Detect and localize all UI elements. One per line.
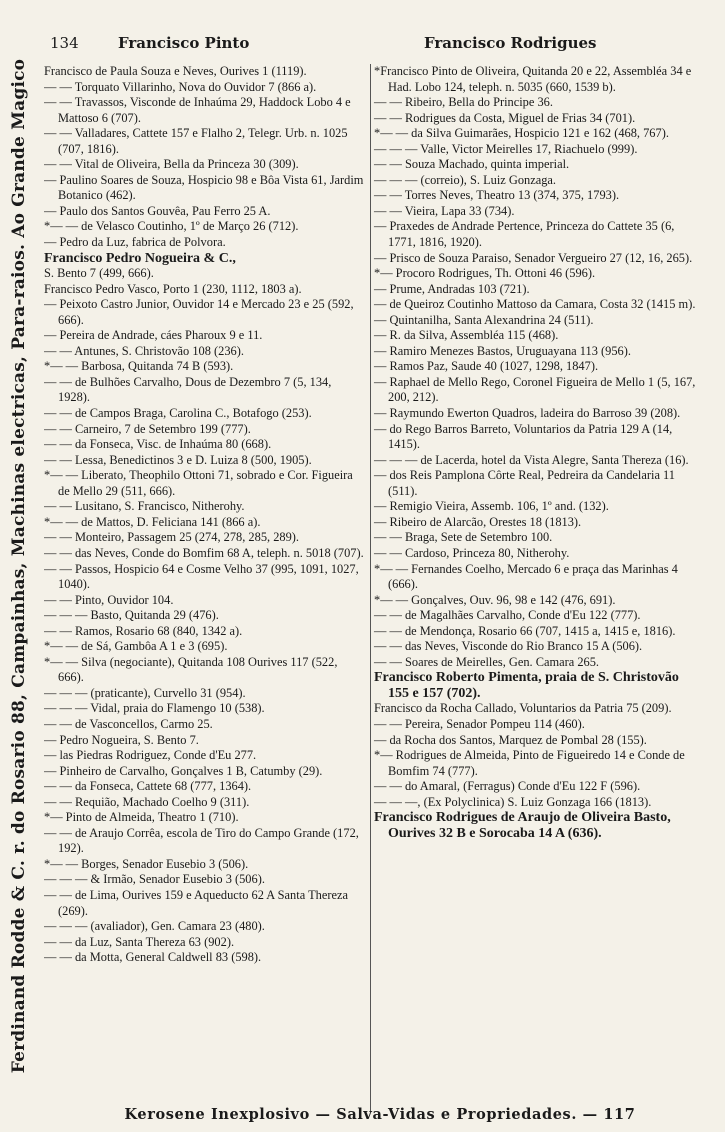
directory-entry: — Ribeiro de Alarcão, Orestes 18 (1813). — [374, 514, 582, 529]
directory-entry: — — Monteiro, Passagem 25 (274, 278, 285, 289). — [44, 530, 300, 545]
right-column — [370, 64, 696, 1112]
directory-entry: *— — Barbosa, Quitanda 74 B (593). — [44, 359, 234, 374]
directory-entry: *— — Fernandes Coelho, Mercado 6 e praça das Marinhas 4 (666). — [374, 561, 678, 592]
directory-entry: — — Valladares, Cattete 157 e Flalho 2, Telegr. Urb. n. 1025 (707, 1816). — [44, 126, 348, 156]
side-advertisement-text: Ferdinand Rodde & C. r. do Rosario 88, Campainhas, Machinas electricas, Para-raios. Ao Grande Magico — [9, 58, 30, 1074]
directory-entry: *Francisco Pinto de Oliveira, Quitanda 20 e 22, Assembléa 34 e Had. Lobo 124, teleph. n. 5035 (660, 1539 b). — [374, 64, 692, 94]
directory-entry: — — Cardoso, Princeza 80, Nitherohy. — [374, 545, 570, 560]
directory-entry: — Paulino Soares de Souza, Hospicio 98 e Bôa Vista 61, Jardim Botanico (462). — [44, 172, 364, 203]
directory-entry: — — das Neves, Conde do Bomfim 68 A, teleph. n. 5018 (707). — [44, 545, 364, 560]
directory-entry: *— Pinto de Almeida, Theatro 1 (710). — [44, 810, 239, 825]
directory-entry: — R. da Silva, Assembléa 115 (468). — [374, 328, 559, 343]
directory-entry: — — — (praticante), Curvello 31 (954). — [44, 685, 246, 700]
directory-entry: — Remigio Vieira, Assemb. 106, 1º and. (132). — [374, 499, 609, 514]
directory-entry: — — da Fonseca, Visc. de Inhaúma 80 (668). — [44, 437, 272, 452]
directory-entry: *— — de Mattos, D. Feliciana 141 (866 a). — [44, 514, 261, 529]
directory-entry: — Raymundo Ewerton Quadros, ladeira do Barroso 39 (208). — [374, 406, 681, 421]
directory-entry: — — Torres Neves, Theatro 13 (374, 375, 1793). — [374, 188, 620, 203]
directory-entry: — — do Amaral, (Ferragus) Conde d'Eu 122 F (596). — [374, 779, 641, 794]
directory-entry: — — Torquato Villarinho, Nova do Ouvidor 7 (866 a). — [44, 79, 317, 94]
directory-entry: — — Ribeiro, Bella do Principe 36. — [374, 95, 553, 110]
directory-entry: — — Souza Machado, quinta imperial. — [374, 157, 570, 172]
directory-entry: — — — Vidal, praia do Flamengo 10 (538). — [44, 701, 265, 716]
directory-entry: — — — de Lacerda, hotel da Vista Alegre, Santa Thereza (16). — [374, 452, 689, 467]
directory-entry: — las Piedras Rodriguez, Conde d'Eu 277. — [44, 748, 257, 763]
directory-entry: — — Rodrigues da Costa, Miguel de Frias 34 (701). — [374, 110, 636, 125]
directory-entry: — — Pereira, Senador Pompeu 114 (460). — [374, 716, 585, 731]
directory-entry: — Peixoto Castro Junior, Ouvidor 14 e Mercado 23 e 25 (592, 666). — [44, 297, 354, 327]
directory-entry: — — de Mendonça, Rosario 66 (707, 1415 a, 1415 e, 1816). — [374, 623, 676, 638]
directory-entry: — — Braga, Sete de Setembro 100. — [374, 530, 553, 545]
directory-entry: — Paulo dos Santos Gouvêa, Pau Ferro 25 A. — [44, 203, 271, 218]
directory-entry: — — — (correio), S. Luiz Gonzaga. — [374, 172, 557, 187]
directory-entry: *— — Liberato, Theophilo Ottoni 71, sobrado e Cor. Figueira de Mello 29 (511, 666). — [44, 468, 353, 498]
page-number: 134 — [50, 34, 79, 52]
directory-entry: — Ramos Paz, Saude 40 (1027, 1298, 1847). — [374, 359, 599, 374]
directory-entry: — — —, (Ex Polyclinica) S. Luiz Gonzaga 166 (1813). — [374, 794, 652, 809]
directory-entry: *— — de Velasco Coutinho, 1º de Março 26 (712). — [44, 219, 299, 234]
page-header — [50, 34, 640, 54]
directory-entry: *— — Silva (negociante), Quitanda 108 Ourives 117 (522, 666). — [44, 654, 338, 685]
directory-entry: S. Bento 7 (499, 666). — [44, 266, 154, 281]
directory-entry: *— Procoro Rodrigues, Th. Ottoni 46 (596). — [374, 266, 596, 281]
directory-entry: — Praxedes de Andrade Pertence, Princeza do Cattete 35 (6, 1771, 1816, 1920). — [374, 219, 675, 250]
directory-entry: — — — Valle, Victor Meirelles 17, Riachuelo (999). — [374, 141, 638, 156]
directory-entry: *— Rodrigues de Almeida, Pinto de Figueiredo 14 e Conde de Bomfim 74 (777). — [374, 748, 685, 778]
directory-entry: — Raphael de Mello Rego, Coronel Figueira de Mello 1 (5, 167, 200, 212). — [374, 374, 696, 405]
directory-entry: — — — & Irmão, Senador Eusebio 3 (506). — [44, 872, 265, 887]
directory-entry: *— — Borges, Senador Eusebio 3 (506). — [44, 856, 249, 871]
directory-entry: — — Soares de Meirelles, Gen. Camara 265. — [374, 654, 600, 669]
directory-entry: — — da Fonseca, Cattete 68 (777, 1364). — [44, 779, 252, 794]
directory-entry: — dos Reis Pamplona Côrte Real, Pedreira da Candelaria 11 (511). — [374, 468, 675, 498]
directory-entry: — — da Luz, Santa Thereza 63 (902). — [44, 934, 235, 949]
directory-entry: Francisco Pedro Vasco, Porto 1 (230, 1112, 1803 a). — [44, 281, 302, 296]
directory-entry: *— — Gonçalves, Ouv. 96, 98 e 142 (476, 691). — [374, 592, 616, 607]
left-column — [44, 64, 364, 1112]
directory-entry: Francisco Roberto Pimenta, praia de S. Christovão 155 e 157 (702). — [374, 670, 679, 701]
directory-entry: — — Ramos, Rosario 68 (840, 1342 a). — [44, 623, 243, 638]
directory-entry: — — de Araujo Corrêa, escola de Tiro do Campo Grande (172, 192). — [44, 825, 359, 856]
directory-entry: — — Vital de Oliveira, Bella da Princeza 30 (309). — [44, 157, 299, 172]
directory-entry: — — da Motta, General Caldwell 83 (598). — [44, 950, 262, 965]
directory-entry: — Pinheiro de Carvalho, Gonçalves 1 B, Catumby (29). — [44, 763, 323, 778]
directory-entry: — de Queiroz Coutinho Mattoso da Camara, Costa 32 (1415 m). — [374, 297, 696, 312]
directory-entry: — Pedro da Luz, fabrica de Polvora. — [44, 235, 226, 250]
directory-entry: — Prisco de Souza Paraiso, Senador Vergueiro 27 (12, 16, 265). — [374, 250, 693, 265]
directory-entry: — — de Campos Braga, Carolina C., Botafogo (253). — [44, 406, 312, 421]
directory-entry: — — Antunes, S. Christovão 108 (236). — [44, 343, 244, 358]
directory-entry: — da Rocha dos Santos, Marquez de Pombal 28 (155). — [374, 732, 647, 747]
left-running-head: Francisco Pinto — [118, 34, 250, 52]
directory-entry: Francisco da Rocha Callado, Voluntarios da Patria 75 (209). — [374, 701, 672, 716]
directory-entry: — — de Vasconcellos, Carmo 25. — [44, 716, 213, 731]
directory-entry: — — Requião, Machado Coelho 9 (311). — [44, 794, 250, 809]
directory-entry: — — Pinto, Ouvidor 104. — [44, 592, 174, 607]
directory-entry: — — Lessa, Benedictinos 3 e D. Luiza 8 (500, 1905). — [44, 452, 312, 467]
directory-entry: — — Lusitano, S. Francisco, Nitherohy. — [44, 499, 245, 514]
directory-entry: *— — de Sá, Gambôa A 1 e 3 (695). — [44, 639, 228, 654]
directory-entry: *— — da Silva Guimarães, Hospicio 121 e 162 (468, 767). — [374, 126, 669, 141]
directory-entry: — — — (avaliador), Gen. Camara 23 (480). — [44, 919, 265, 934]
directory-entry: — Quintanilha, Santa Alexandrina 24 (511). — [374, 312, 594, 327]
directory-entry: — Pereira de Andrade, cáes Pharoux 9 e 11. — [44, 328, 263, 343]
directory-entry: — Ramiro Menezes Bastos, Uruguayana 113 (956). — [374, 343, 631, 358]
directory-entry: — — Travassos, Visconde de Inhaúma 29, Haddock Lobo 4 e Mattoso 6 (707). — [44, 95, 351, 125]
directory-entry: — Pedro Nogueira, S. Bento 7. — [44, 732, 199, 747]
directory-entry: Francisco Rodrigues de Araujo de Oliveira Basto, Ourives 32 B e Sorocaba 14 A (636). — [374, 810, 671, 841]
directory-entry: — Prume, Andradas 103 (721). — [374, 281, 530, 296]
directory-entry: — — de Bulhões Carvalho, Dous de Dezembro 7 (5, 134, 1928). — [44, 374, 332, 405]
directory-entry: Francisco Pedro Nogueira & C., — [44, 250, 236, 266]
directory-entry: Francisco de Paula Souza e Neves, Ourives 1 (1119). — [44, 64, 307, 78]
directory-entry: — — Carneiro, 7 de Setembro 199 (777). — [44, 421, 251, 436]
directory-entry: — — de Lima, Ourives 159 e Aqueducto 62 A Santa Thereza (269). — [44, 887, 348, 918]
side-advertisement — [0, 0, 38, 1132]
right-running-head: Francisco Rodrigues — [424, 34, 597, 52]
directory-entry: — — Passos, Hospicio 64 e Cosme Velho 37 (995, 1091, 1027, 1040). — [44, 561, 359, 592]
directory-entry: — — das Neves, Visconde do Rio Branco 15 A (506). — [374, 639, 643, 654]
footer-advertisement: Kerosene Inexplosivo — Salva-Vidas e Propriedades. — 117 — [124, 1106, 636, 1123]
directory-entry: — — de Magalhães Carvalho, Conde d'Eu 122 (777). — [374, 608, 641, 623]
directory-entry: — — Vieira, Lapa 33 (734). — [374, 203, 515, 218]
directory-entry: — do Rego Barros Barreto, Voluntarios da Patria 129 A (14, 1415). — [374, 421, 673, 452]
directory-entry: — — — Basto, Quitanda 29 (476). — [44, 608, 219, 623]
